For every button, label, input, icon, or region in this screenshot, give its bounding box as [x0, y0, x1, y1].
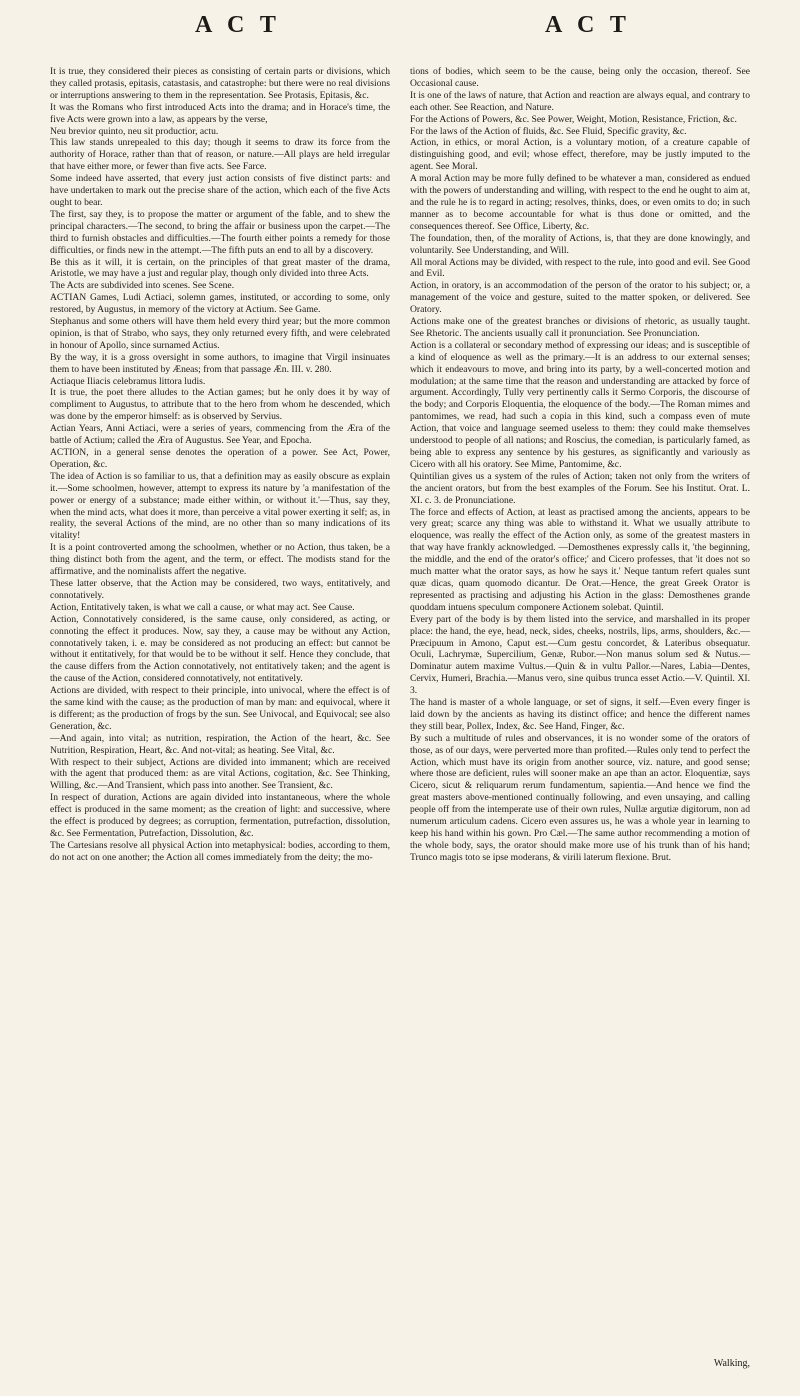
paragraph: It is true, they considered their pieces as consisting of certain parts or divisions, which they called protasis, epitasis, catastasis, and catastrophe: but there were no real divisions or interruptions answering to them in the representation. See Protasis, Epitasis, &c. — [50, 66, 390, 101]
paragraph: ACTION, in a general sense denotes the operation of a power. See Act, Power, Operation, &c. — [50, 447, 390, 470]
paragraph: Actiaque Iliacis celebramus littora ludis. — [50, 375, 206, 387]
paragraph: It was the Romans who first introduced Acts into the drama; and in Horace's time, the five Acts were grown into a law, as appears by the verse, — [50, 101, 390, 125]
paragraph: tions of bodies, which seem to be the cause, being only the occasion, thereof. See Occasional cause. — [410, 66, 750, 89]
paragraph: For the laws of the Action of fluids, &c. See Fluid, Specific gravity, &c. — [410, 125, 687, 137]
paragraph: Stephanus and some others will have them held every third year; but the more common opinion, is that of Strabo, who says, they only returned every fifth, and were celebrated in honour of Apollo, since surnamed Actius. — [50, 316, 390, 351]
paragraph: This law stands unrepealed to this day; though it seems to draw its force from the authority of Horace, rather than that of reason, or nature.—All plays are held irregular that have either more, or fewer than five acts. See Farce. — [50, 137, 390, 173]
running-head-right: A C T — [545, 12, 631, 38]
paragraph: Some indeed have asserted, that every just action consists of five distinct parts: and have undertaken to mark out the precise share of the action, which each of the five Acts ought to bear. — [50, 173, 390, 208]
paragraph: In respect of duration, Actions are again divided into instantaneous, where the whole effect is produced in the same moment; as the creation of light: and successive, where the effect is produced by degrees; as corruption, fermentation, putrefaction, dissolution, &c. See Fermentation, Putrefaction, Dissolution, &c. — [50, 792, 390, 839]
paragraph: The idea of Action is so familiar to us, that a definition may as easily obscure as explain it.—Some schoolmen, however, attempt to express its nature by 'a manifestation of the power or energy of a substance; made either within, or without it.'—Thus, say they, when the mind acts, what does it more, than perceive a vital power exerting it self; as, in reality, the several Actions of the mind, are no other than so many indications of its vitality! — [50, 470, 390, 542]
paragraph: The foundation, then, of the morality of Actions, is, that they are done knowingly, and voluntarily. See Understanding, and Will. — [410, 232, 750, 256]
paragraph: Actions are divided, with respect to their principle, into univocal, where the effect is of the same kind with the cause; as the production of man by man: and equivocal, where it is different; as the production of frogs by the sun. See Univocal, and Equivocal; see also Generation, &c. — [50, 685, 390, 732]
paragraph: Every part of the body is by them listed into the service, and marshalled in its proper place: the hand, the eye, head, neck, sides, cheeks, nostrils, lips, arms, shoulders, &c.— Præcipuum in Amono, Caput est.—Cum gestu concordet, & Lateribus obsequatur. Oculi, Lachrymæ, Supercilium, Genæ, Rubor.—Non manus solum sed & Nutus.—Dominatur autem maxime Vultus.—Quin & in vultu Pallor.—Nares, Labia—Dentes, Cervix, Humeri, Brachia.—Manus vero, sine quibus trunca esset Actio.—V. Quintil. XI. 3. — [410, 613, 750, 697]
paragraph: Action, in ethics, or moral Action, is a voluntary motion, of a creature capable of distinguishing good, and evil; whose effect, therefore, may be justly imputed to the agent. See Moral. — [410, 137, 750, 173]
paragraph: The Acts are subdivided into scenes. See Scene. — [50, 280, 235, 292]
paragraph: The Cartesians resolve all physical Action into metaphysical: bodies, according to them, do not act on one another; the Action all comes immediately from the deity; the mo- — [50, 839, 390, 863]
paragraph: Action, Connotatively considered, is the same cause, only considered, as acting, or connoting the effect it produces. Now, say they, a cause may be without any Action, connotatively taken, i. e. may be considered as not producing an effect: but cannot be without it entitatively, for that would be to be without it self. Hence they conclude, that the cause differs from the Action connotatively, not entitatively taken; and the agent is the cause of the Action, considered connotatively, not entitatively. — [50, 613, 390, 685]
right-column — [410, 66, 750, 864]
paragraph: The first, say they, is to propose the matter or argument of the fable, and to shew the principal characters.—The second, to bring the affair or business upon the carpet.—The third to furnish obstacles and difficulties.—The fourth either points a remedy for those difficulties, or finds new in the attempt.—The fifth puts an end to all by a discovery. — [50, 208, 390, 256]
catchword: Walking, — [713, 1358, 750, 1369]
paragraph: It is a point controverted among the schoolmen, whether or no Action, thus taken, be a thing distinct both from the agent, and the term, or effect. The modists stand for the affirmative, and the nominalists affert the negative. — [50, 542, 390, 578]
paragraph: Action is a collateral or secondary method of expressing our ideas; and is susceptible of a kind of eloquence as well as the primary.—It is an address to our external senses; which it endeavours to move, and bring into its party, by a well-concerted motion and modulation; at the same time that the reason and understanding are attacked by force of argument. Accordingly, Tully very pertinently calls it Sermo Corporis, the discourse of the body; and Corporis Eloquentia, the eloquence of the body.—The Roman mimes and pantomimes, we read, had such a copia in this kind, such a compass even of mute Action, that voice and language seemed useless to them: they could make themselves understood to people of all nations; and Roscius, the comedian, is particularly famed, as being able to express any sentence by his gestures, as significantly and variously as Cicero with all his oratory. See Mime, Pantomime, &c. — [410, 339, 750, 470]
paragraph: For the Actions of Powers, &c. See Power, Weight, Motion, Resistance, Friction, &c. — [410, 113, 737, 125]
paragraph: Be this as it will, it is certain, on the principles of that great master of the drama, Aristotle, we may have a just and regular play, though only divided into three Acts. — [50, 256, 390, 280]
paragraph: A moral Action may be more fully defined to be whatever a man, considered as endued with the powers of understanding and willing, with respect to the end he ought to aim at, and the rule he is to regard in acting; resolves, thinks, does, or even omits to do; in such manner as to become accountable for what is thus done or omitted, and the consequences thereof. See Office, Liberty, &c. — [410, 173, 750, 232]
running-head-left: A C T — [195, 12, 281, 38]
paragraph: All moral Actions may be divided, with respect to the rule, into good and evil. See Good and Evil. — [410, 256, 750, 280]
paragraph: With respect to their subject, Actions are divided into immanent; which are received with the agent that produced them: as are vital Actions, cogitation, &c. See Thinking, Willing, &c.—And Transient, which pass into another. See Transient, &c. — [50, 756, 390, 792]
paragraph: Actions make one of the greatest branches or divisions of rhetoric, as usually taught. See Rhetoric. The ancients usually call it pronunciation. See Pronunciation. — [410, 316, 750, 339]
paragraph: By such a multitude of rules and observances, it is no wonder some of the orators of those, as of our days, were perverted more than profited.—Rules only tend to perfect the Action, which must have its origin from another source, viz. nature, and good sense; where those are deficient, rules will sooner make an ape than an actor. Eloquentiæ, says Cicero, sicut & reliquarum rerum fundamentum, sapientia.—And hence we find the great masters above-mentioned continually following, and even unsaying, and calling people off from the intemperate use of their own rules, Nullæ argutiæ digitorum, non ad numerum articulum cadens. Cicero even assures us, he was a whole year in learning to keep his hand within his gown. Pro Cæl.—The same author recommending a motion of the whole body, says, the orator should make more use of his trunk than of his hand; Trunco magis toto se ipse moderans, & virili laterum flexione. Brut. — [410, 732, 750, 863]
paragraph: Action, in oratory, is an accommodation of the person of the orator to his subject; or, a management of the voice and gesture, suited to the matter spoken, or delivered. See Oratory. — [410, 280, 750, 316]
paragraph: It is one of the laws of nature, that Action and reaction are always equal, and contrary to each other. See Reaction, and Nature. — [410, 89, 750, 113]
paragraph: It is true, the poet there alludes to the Actian games; but he only does it by way of compliment to Augustus, to attribute that to the hero from whom he descended, which was done by the emperor himself: as is observed by Servius. — [50, 387, 390, 423]
paragraph: Neu brevior quinto, neu sit productior, actu. — [50, 125, 219, 137]
paragraph: These latter observe, that the Action may be considered, two ways, entitatively, and connotatively. — [50, 577, 390, 601]
paragraph: Action, Entitatively taken, is what we call a cause, or what may act. See Cause. — [50, 601, 355, 613]
paragraph: The hand is master of a whole language, or set of signs, it self.—Even every finger is laid down by the ancients as having its distinct office; and hence the different names they still bear, Pollex, Index, &c. See Hand, Finger, &c. — [410, 697, 750, 732]
paragraph: By the way, it is a gross oversight in some authors, to imagine that Virgil insinuates them to have been instituted by Æneas; from that passage Æn. III. v. 280. — [50, 351, 390, 375]
paragraph: ACTIAN Games, Ludi Actiaci, solemn games, instituted, or according to some, only restored, by Augustus, in memory of the victory at Actium. See Game. — [50, 292, 390, 316]
paragraph: The force and effects of Action, at least as practised among the ancients, appears to be very great; scarce any thing was able to withstand it. What we usually attribute to eloquence, was really the effect of the Action only, as some of the greatest masters in that way have frankly acknowledged. —Demosthenes expressly calls it, 'the beginning, the middle, and the end of the orator's office;' and Cicero professes, that 'it does not so much matter what the orator says, as how he says it.' Neque tantum refert quales sunt quæ dicas, quam quomodo dicantur. De Orat.—Hence, the great Greek Orator is represented as practising and adjusting his Action in the glass: Demosthenes grande quoddam intuens speculum componere Actionem solebat. Quintil. — [410, 506, 750, 613]
left-column — [50, 66, 390, 864]
paragraph: Actian Years, Anni Actiaci, were a series of years, commencing from the Æra of the battle of Actium; called the Æra of Augustus. See Year, and Epocha. — [50, 423, 390, 447]
paragraph: Quintilian gives us a system of the rules of Action; taken not only from the writers of the ancient orators, but from the best examples of the Forum. See his Institut. Orat. L. XI. c. 3. de Pronunciatione. — [410, 470, 750, 506]
paragraph: —And again, into vital; as nutrition, respiration, the Action of the heart, &c. See Nutrition, Respiration, Heart, &c. And not-vital; as heating. See Vital, &c. — [50, 732, 390, 756]
